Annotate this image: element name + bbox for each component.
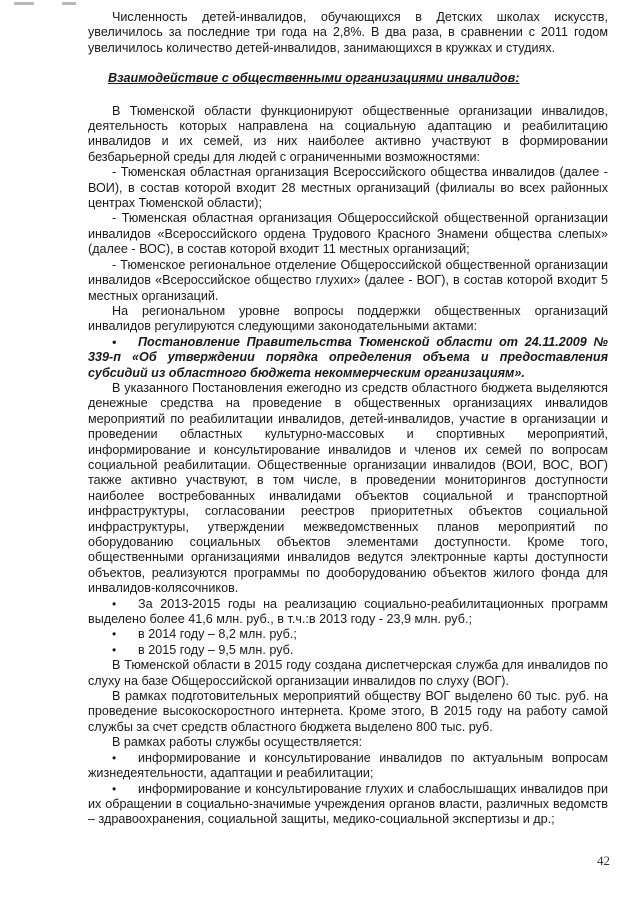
service-item-2 — [88, 782, 608, 828]
org-item-vog: - Тюменское региональное отделение Общероссийской общественной организации инвалидов «Всероссийское общество глухих» (далее - ВОГ), в состав которой входит 5 местных организаций. — [88, 257, 608, 303]
funding-item-2014 — [88, 627, 608, 642]
org-item-voi: - Тюменская областная организация Всероссийского общества инвалидов (далее - ВОИ), в состав которой входит 28 местных организаций (филиалы во всех районных центрах Тюменской области); — [88, 165, 608, 211]
bullet-icon: • — [112, 781, 117, 796]
funding-text: За 2013-2015 годы на реализацию социально-реабилитационных программ выделено более 41,6 млн. руб., в т.ч.:в 2013 году - 23,9 млн. руб.; — [88, 596, 608, 627]
paragraph-preparatory-funding: В рамках подготовительных мероприятий обществу ВОГ выделено 60 тыс. руб. на проведение высокоскоростного интернета. Кроме этого, В 2015 году на работу самой службы за счет средств областного бюджета выделено 800 тыс. руб. — [88, 689, 608, 734]
funding-item-2015 — [88, 643, 608, 658]
paragraph-dispatch-service: В Тюменской области в 2015 году создана диспетчерская служба для инвалидов по слуху на базе Общероссийской организации инвалидов по слуху (ВОГ). — [88, 658, 608, 688]
service-item-1-text: информирование и консультирование инвалидов по актуальным вопросам жизнедеятельности, адаптации и реабилитации; — [88, 750, 608, 781]
funding-item — [88, 597, 608, 628]
decree-text: Постановление Правительства Тюменской области от 24.11.2009 № 339-п «Об утверждении порядка определения объема и предоставления субсидий из областного бюджета некоммерческим организациям». — [88, 334, 608, 380]
bullet-icon: • — [112, 642, 117, 657]
service-item-2-text: информирование и консультирование глухих и слабослышащих инвалидов при их обращении в социально-значимые учреждения органов власти, различных ведомств – здравоохранения, социальной защиты, медико-социальной экспертизы и др.; — [88, 781, 608, 827]
bullet-icon: • — [112, 627, 117, 642]
page-number: 42 — [597, 853, 610, 868]
paragraph-disabled-children-stats: Численность детей-инвалидов, обучающихся в Детских школах искусств, увеличилось за последние три года на 2,8%. В два раза, в сравнении с 2011 годом увеличилось количество детей-инвалидов, занимающихся в кружках и студиях. — [88, 10, 608, 55]
paragraph-decree-funding: В указанного Постановления ежегодно из средств областного бюджета выделяются денежные средства на проведение в общественных организациях инвалидов мероприятий по реабилитации инвалидов, детей-инвалидов, участие в организации и проведении областных культурно-массовых и спортивных мероприятий, информирование и консультирование инвалидов и членов их семей по вопросам социальной реабилитации. Общественные организации инвалидов (ВОИ, ВОС, ВОГ) также активно участвуют, в том числе, в проведении мониторингов доступности наиболее востребованных инвалидами объектов социальной и транспортной инфраструктуры, согласовании реестров приоритетных объектов социальной инфраструктуры, утверждении межведомственных планов мероприятий по оборудованию социальных объектов элементами доступности. Кроме того, общественными организациями инвалидов ведутся электронные карты доступности объектов, реализуются программы по дооборудованию объектов жилого фонда для инвалидов-колясочников. — [88, 380, 608, 596]
page-content — [88, 10, 608, 828]
bullet-icon: • — [112, 596, 117, 611]
decree-item — [88, 335, 608, 381]
bullet-icon: • — [112, 334, 117, 349]
paragraph-organizations-intro: В Тюменской области функционируют общественные организации инвалидов, деятельность которых направлена на социальную адаптацию и реабилитацию инвалидов и их семей, из них наиболее активно участвуют в формировании безбарьерной среды для людей с ограниченными возможностями: — [88, 103, 608, 164]
service-item-1 — [88, 751, 608, 782]
bullet-icon: • — [112, 750, 117, 765]
scan-artifact — [62, 2, 76, 5]
funding-2015-text: в 2015 году – 9,5 млн. руб. — [138, 642, 294, 657]
paragraph-service-activities: В рамках работы службы осуществляется: — [112, 735, 363, 750]
scan-artifact — [14, 2, 34, 5]
section-heading: Взаимодействие с общественными организациями инвалидов: — [108, 71, 520, 86]
org-item-vos: - Тюменская областная организация Общероссийской общественной организации инвалидов «Всероссийского ордена Трудового Красного Знамени общества слепых» (далее - ВОС), в состав которой входит 11 местных организаций; — [88, 211, 608, 257]
funding-2014-text: в 2014 году – 8,2 млн. руб.; — [138, 627, 297, 642]
paragraph-regional-acts: На региональном уровне вопросы поддержки общественных организаций инвалидов регулируются следующими законодательными актами: — [88, 303, 608, 334]
